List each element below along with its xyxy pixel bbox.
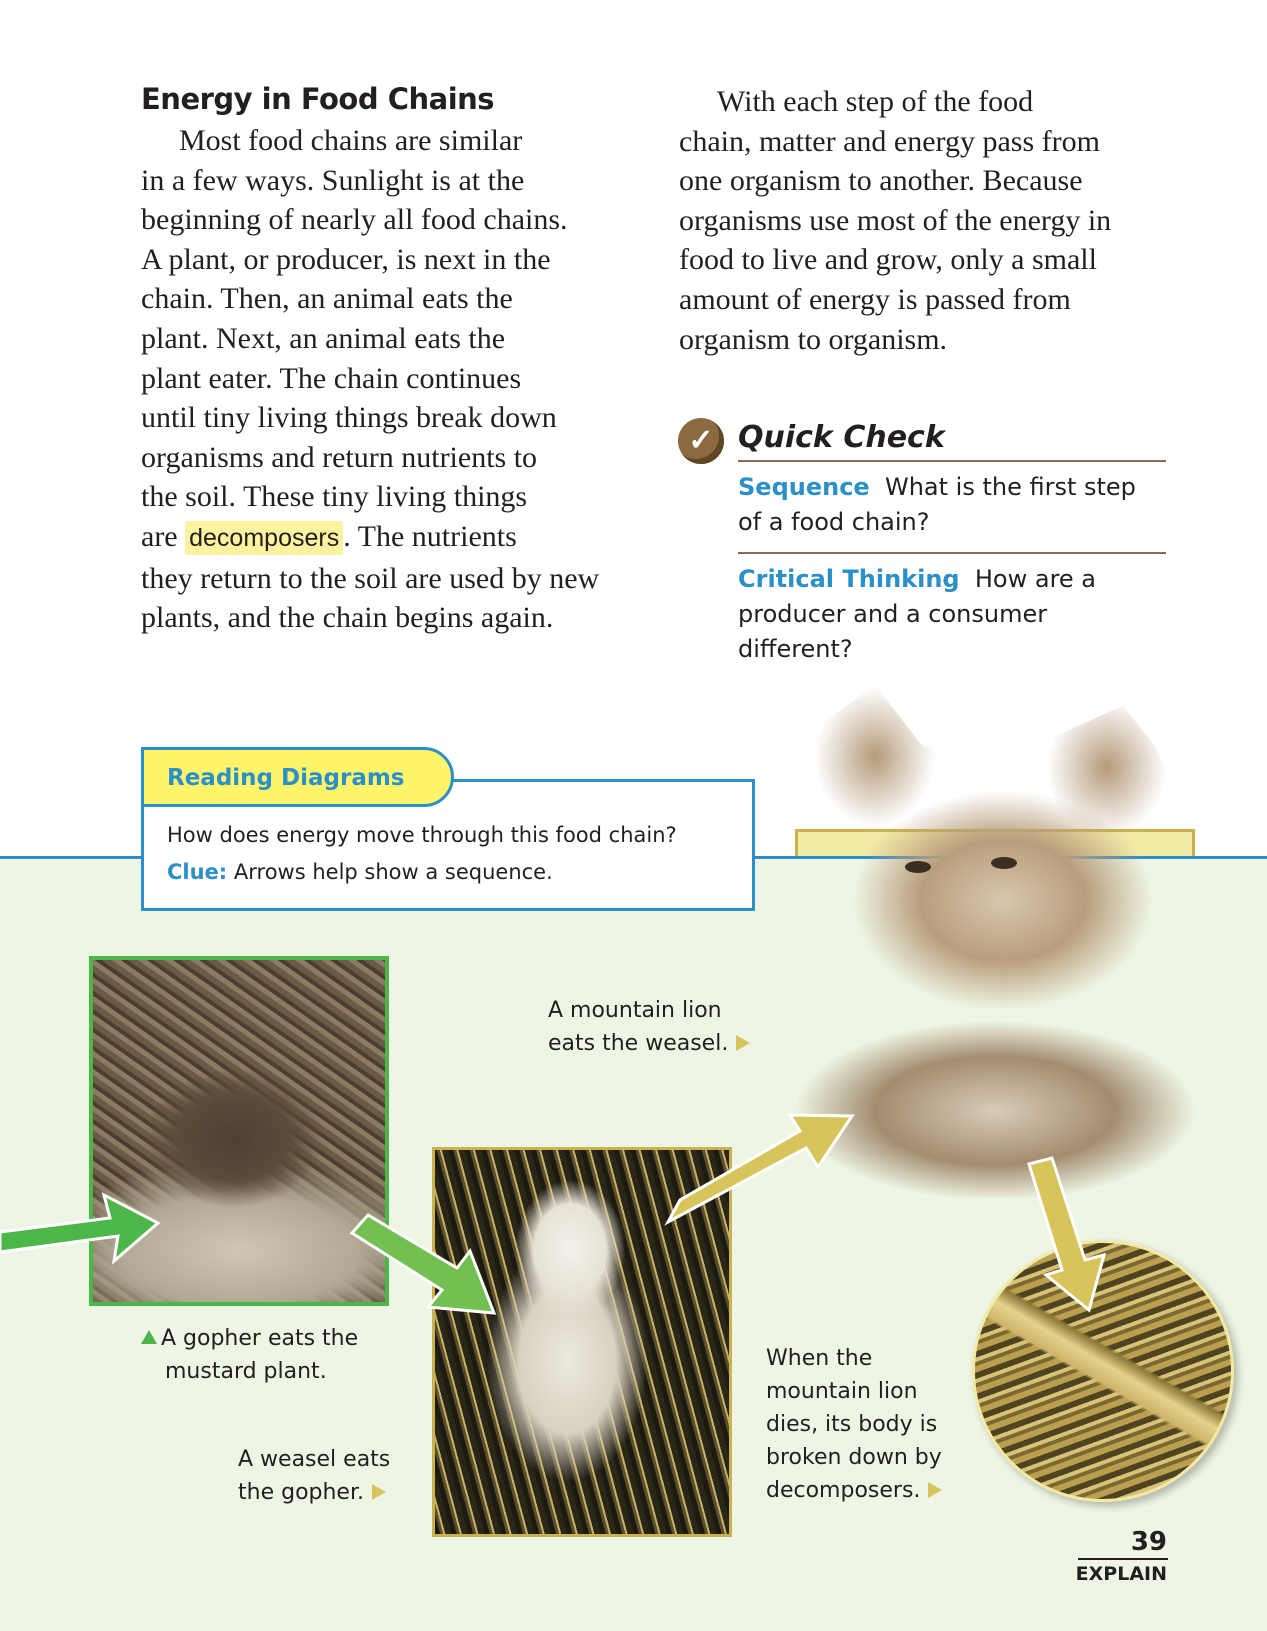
weasel-caption: A weasel eats the gopher.	[238, 1447, 391, 1505]
text-line: With each step of the food	[717, 85, 1034, 118]
page-number-rule	[1078, 1558, 1168, 1560]
text-line: organism to organism.	[679, 322, 948, 356]
quick-check-title: Quick Check	[738, 420, 945, 455]
reading-diagrams-title: Reading Diagrams	[167, 765, 405, 791]
text-line: food to live and grow, only a small	[679, 243, 1097, 277]
mountain-lion-photo	[795, 685, 1195, 1198]
question-label: Sequence	[738, 473, 870, 501]
text-line: organisms use most of the energy in	[679, 203, 1112, 237]
quick-check-question-critical-thinking: Critical Thinking How are a producer and a consumer different?	[738, 565, 1097, 663]
text-line: plants, and the chain begins again.	[141, 601, 554, 635]
mountain-lion-caption: A mountain lion eats the weasel.	[548, 994, 750, 1060]
triangle-right-icon	[372, 1484, 386, 1500]
question-label: Critical Thinking	[738, 565, 960, 593]
lion-eye	[905, 861, 931, 873]
quick-check-rule	[738, 552, 1166, 554]
decomposers-photo	[972, 1240, 1234, 1502]
text-line: A plant, or producer, is next in the	[141, 242, 551, 276]
gopher-caption: A gopher eats the mustard plant.	[141, 1322, 358, 1388]
decomposers-caption: When the mountain lion dies, its body is broken down by decomposers.	[766, 1346, 942, 1503]
right-column-text	[679, 82, 1199, 359]
triangle-right-icon	[928, 1482, 942, 1498]
page-section-label: EXPLAIN	[1075, 1563, 1167, 1585]
triangle-right-icon	[736, 1035, 750, 1051]
quick-check-rule	[738, 460, 1166, 462]
quick-check-question-sequence: Sequence What is the first step of a food chain?	[738, 473, 1136, 536]
gopher-photo	[89, 956, 389, 1306]
text-line: are decomposers . The nutrients	[141, 519, 517, 553]
left-column-text	[141, 121, 661, 638]
text-line: Most food chains are similar	[179, 124, 523, 157]
text-line: chain, matter and energy pass from	[679, 124, 1100, 158]
text-line: one organism to another. Because	[679, 164, 1083, 198]
page-number: 39	[1130, 1527, 1167, 1557]
reading-diagrams-question: How does energy move through this food chain?	[167, 823, 677, 847]
section-heading: Energy in Food Chains	[141, 82, 495, 116]
weasel-photo	[432, 1147, 732, 1537]
text-line: chain. Then, an animal eats the	[141, 282, 513, 316]
reading-diagrams-clue: Clue: Arrows help show a sequence.	[167, 860, 553, 884]
text-line: the soil. These tiny living things	[141, 480, 528, 514]
lion-eye	[991, 857, 1017, 869]
text-line: beginning of nearly all food chains.	[141, 203, 568, 237]
text-line: until tiny living things break down	[141, 401, 557, 435]
text-line: plant. Next, an animal eats the	[141, 321, 506, 355]
checkmark-badge-icon: ✓	[678, 418, 724, 464]
text-line: they return to the soil are used by new	[141, 561, 600, 595]
text-line: amount of energy is passed from	[679, 282, 1071, 316]
text-line: plant eater. The chain continues	[141, 361, 522, 395]
vocabulary-term-decomposers[interactable]: decomposers	[185, 521, 343, 555]
text-line: in a few ways. Sunlight is at the	[141, 163, 525, 197]
triangle-up-icon	[141, 1330, 157, 1344]
text-line: organisms and return nutrients to	[141, 440, 538, 474]
